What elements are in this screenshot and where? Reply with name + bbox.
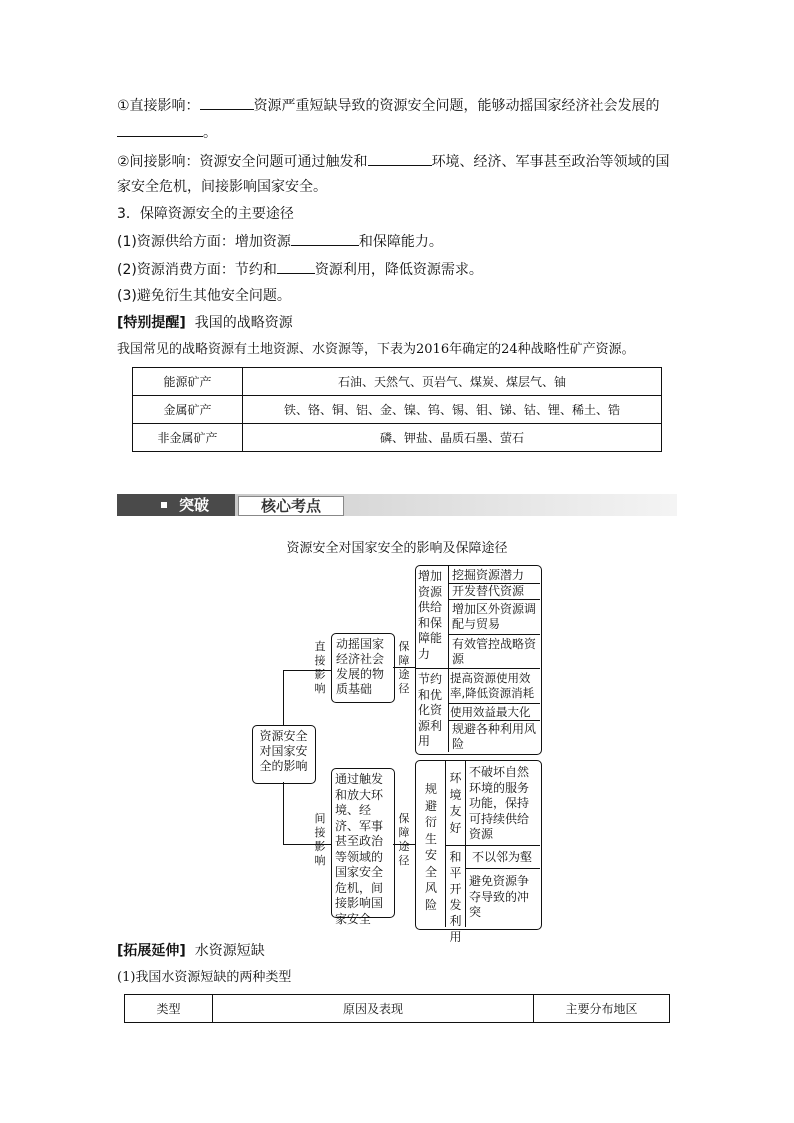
supply-text: (1)资源供给方面：增加资源 xyxy=(117,234,291,250)
supply-label: 增加资源供给和保障能力 xyxy=(418,569,443,661)
saving-item: 提高资源使用效率,降低资源消耗 xyxy=(450,671,535,700)
indirect-impact-line-2: 家安全危机，间接影响国家安全。 xyxy=(117,179,327,195)
guarantee-tag-2: 保障途径 xyxy=(398,812,410,867)
extension-label: [拓展延伸] xyxy=(117,943,186,959)
peace-item: 避免资源争夺导致的冲突 xyxy=(469,874,530,919)
env-item: 不破坏自然环境的服务功能，保持可持续供给资源 xyxy=(469,765,530,841)
supply-item: 开发替代资源 xyxy=(452,584,525,598)
indirect-impact-label: ②间接影响：资源安全问题可通过触发和 xyxy=(117,154,368,170)
extension-heading xyxy=(117,941,265,961)
divider xyxy=(448,566,449,752)
special-tip-title: 我国的战略资源 xyxy=(194,315,293,331)
saving-item: 规避各种利用风险 xyxy=(452,722,537,751)
direct-impact-box-text: 动摇国家经济社会发展的物质基础 xyxy=(336,637,385,696)
category-cell: 非金属矿产 xyxy=(133,424,243,452)
diagram-title: 资源安全对国家安全的影响及保障途径 xyxy=(286,541,508,556)
water-shortage-table xyxy=(124,994,670,1023)
items-cell: 铁、铬、铜、铝、金、镍、钨、锡、钼、锑、钴、锂、稀土、锆 xyxy=(243,396,662,424)
header-type: 类型 xyxy=(125,995,213,1023)
divider xyxy=(448,634,540,635)
direct-impact-text: 资源严重短缺导致的资源安全问题，能够动摇国家经济社会发展的 xyxy=(253,98,660,114)
divider xyxy=(445,761,446,927)
special-tip-intro: 我国常见的战略资源有土地资源、水资源等，下表为2016年确定的24种战略性矿产资源。 xyxy=(117,342,635,357)
avoid-item: (3)避免衍生其他安全问题。 xyxy=(117,288,291,304)
divider xyxy=(448,703,540,704)
divider xyxy=(465,761,466,927)
saving-item: 使用效益最大化 xyxy=(450,705,531,719)
banner-dark-label: 突破 xyxy=(179,496,210,514)
header-region: 主要分布地区 xyxy=(534,995,670,1023)
extension-title: 水资源短缺 xyxy=(194,943,265,959)
items-cell: 磷、钾盐、晶质石墨、萤石 xyxy=(243,424,662,452)
direct-impact-label: ①直接影响： xyxy=(117,98,200,114)
divider xyxy=(416,668,540,669)
supply-text-end: 和保障能力。 xyxy=(358,234,443,250)
divider xyxy=(448,599,540,600)
banner-core-points: 核心考点 xyxy=(238,496,344,516)
supply-item: 有效管控战略资源 xyxy=(452,637,537,666)
connector xyxy=(283,782,284,844)
avoid-label: 规避衍生安全风险 xyxy=(424,782,437,912)
divider xyxy=(445,845,540,846)
peace-item: 不以邻为壑 xyxy=(472,850,533,864)
header-cause: 原因及表现 xyxy=(213,995,534,1023)
consumption-text-end: 资源利用，降低资源需求。 xyxy=(314,262,483,278)
section-3-title: 3．保障资源安全的主要途径 xyxy=(117,206,294,222)
env-label: 环境友好 xyxy=(449,771,462,835)
category-cell: 能源矿产 xyxy=(133,368,243,396)
saving-label: 节约和优化资源利用 xyxy=(418,672,443,748)
divider xyxy=(465,868,540,869)
extension-subtitle: (1)我国水资源短缺的两种类型 xyxy=(117,970,292,985)
indirect-impact-tag: 间接影响 xyxy=(314,812,326,867)
direct-impact-tag: 直接影响 xyxy=(314,640,326,695)
category-cell: 金属矿产 xyxy=(133,396,243,424)
guarantee-tag-1: 保障途径 xyxy=(398,640,410,695)
root-text: 资源安全对国家安全的影响 xyxy=(259,729,308,773)
peace-label: 和平开发利用 xyxy=(449,850,462,944)
special-tip-label: [特别提醒] xyxy=(117,315,186,331)
divider xyxy=(448,720,540,721)
supply-item: 增加区外资源调配与贸易 xyxy=(452,602,537,631)
indirect-impact-text: 环境、经济、军事甚至政治等领域的国 xyxy=(431,154,670,170)
punct: 。 xyxy=(203,125,217,141)
indirect-impact-box-text: 通过触发和放大环境、经济、军事甚至政治等领域的国家安全危机，间接影响国家安全 xyxy=(335,772,384,926)
items-cell: 石油、天然气、页岩气、煤炭、煤层气、铀 xyxy=(243,368,662,396)
consumption-text: (2)资源消费方面：节约和 xyxy=(117,262,277,278)
table-header-row xyxy=(125,995,670,1023)
connector xyxy=(283,670,284,725)
supply-item: 挖掘资源潜力 xyxy=(452,568,525,582)
